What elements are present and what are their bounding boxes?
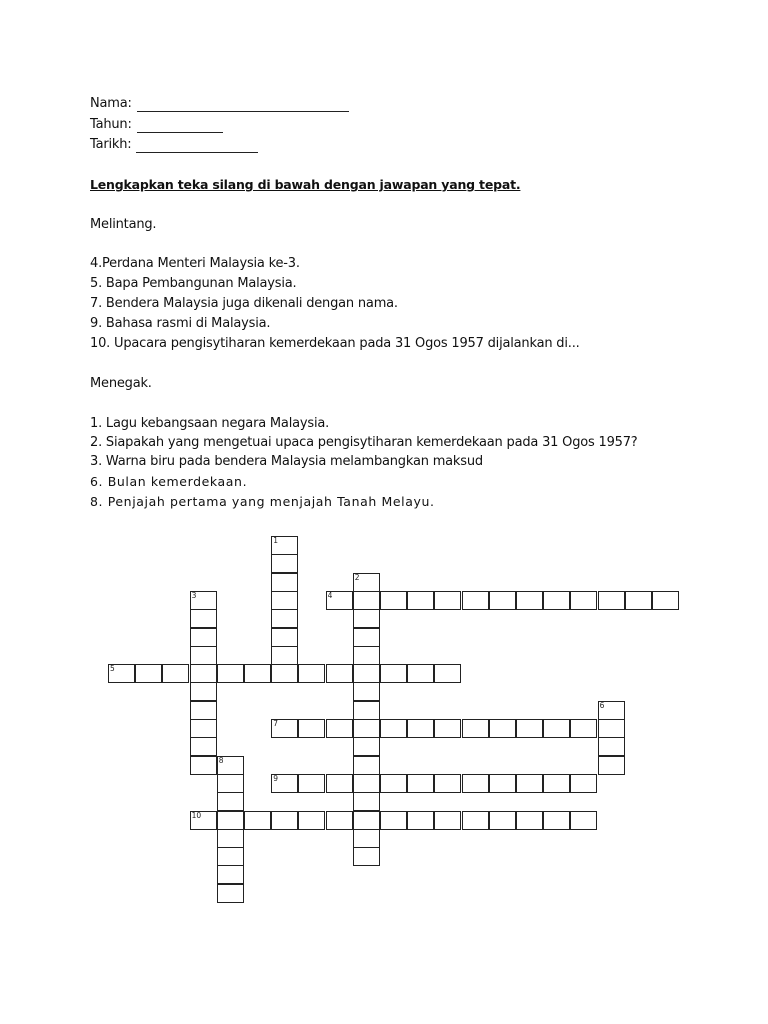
crossword-cell[interactable] xyxy=(217,847,244,866)
crossword-cell[interactable] xyxy=(244,811,271,830)
crossword-cell[interactable] xyxy=(543,719,570,738)
crossword-cell[interactable] xyxy=(462,811,489,830)
clue-number-9: 9 xyxy=(273,773,278,783)
crossword-cell[interactable] xyxy=(570,719,597,738)
crossword-cell[interactable] xyxy=(190,701,217,720)
across-clue-7: 7. Bendera Malaysia juga dikenali dengan nama. xyxy=(90,296,398,311)
crossword-cell[interactable] xyxy=(190,591,217,610)
crossword-cell[interactable] xyxy=(353,701,380,720)
crossword-cell[interactable] xyxy=(353,682,380,701)
crossword-cell[interactable] xyxy=(190,719,217,738)
crossword-cell[interactable] xyxy=(271,609,298,628)
crossword-cell[interactable] xyxy=(217,756,244,775)
crossword-cell[interactable] xyxy=(625,591,652,610)
crossword-cell[interactable] xyxy=(190,756,217,775)
crossword-cell[interactable] xyxy=(108,664,135,683)
crossword-cell[interactable] xyxy=(434,591,461,610)
down-heading: Menegak. xyxy=(90,376,152,391)
crossword-cell[interactable] xyxy=(407,591,434,610)
crossword-cell[interactable] xyxy=(516,774,543,793)
crossword-cell[interactable] xyxy=(570,591,597,610)
crossword-cell[interactable] xyxy=(353,719,380,738)
down-clue-8: 8. Penjajah pertama yang menjajah Tanah Melayu. xyxy=(90,494,435,509)
clue-number-6: 6 xyxy=(599,700,605,710)
crossword-cell[interactable] xyxy=(434,811,461,830)
crossword-cell[interactable] xyxy=(271,719,298,738)
crossword-cell[interactable] xyxy=(516,719,543,738)
clue-number-7: 7 xyxy=(273,719,278,728)
crossword-cell[interactable] xyxy=(353,737,380,756)
crossword-cell[interactable] xyxy=(162,664,189,683)
crossword-cell[interactable] xyxy=(489,591,516,610)
crossword-cell[interactable] xyxy=(190,737,217,756)
crossword-cell[interactable] xyxy=(353,829,380,848)
clue-number-2: 2 xyxy=(354,572,360,582)
crossword-cell[interactable] xyxy=(135,664,162,683)
crossword-cell[interactable] xyxy=(298,811,325,830)
crossword-cell[interactable] xyxy=(598,701,625,720)
crossword-cell[interactable] xyxy=(271,664,298,683)
crossword-cell[interactable] xyxy=(462,591,489,610)
crossword-cell[interactable] xyxy=(570,811,597,830)
crossword-cell[interactable] xyxy=(271,573,298,592)
down-clue-2: 2. Siapakah yang mengetuai upaca pengisytiharan kemerdekaan pada 31 Ogos 1957? xyxy=(90,435,638,450)
across-clue-10: 10. Upacara pengisytiharan kemerdekaan pada 31 Ogos 1957 dijalankan di... xyxy=(90,336,580,351)
crossword-cell[interactable] xyxy=(434,774,461,793)
crossword-cell[interactable] xyxy=(407,664,434,683)
down-clue-6: 6. Bulan kemerdekaan. xyxy=(90,474,248,489)
crossword-cell[interactable] xyxy=(598,591,625,610)
crossword-cell[interactable] xyxy=(190,646,217,665)
clue-number-4: 4 xyxy=(327,590,333,600)
crossword-cell[interactable] xyxy=(353,646,380,665)
crossword-cell[interactable] xyxy=(326,664,353,683)
crossword-cell[interactable] xyxy=(271,628,298,647)
crossword-cell[interactable] xyxy=(326,774,353,793)
crossword-cell[interactable] xyxy=(353,573,380,592)
across-clue-5: 5. Bapa Pembangunan Malaysia. xyxy=(90,276,297,291)
crossword-cell[interactable] xyxy=(516,811,543,830)
crossword-cell[interactable] xyxy=(190,682,217,701)
crossword-cell[interactable] xyxy=(190,811,217,830)
crossword-cell[interactable] xyxy=(380,774,407,793)
crossword-cell[interactable] xyxy=(598,737,625,756)
crossword-cell[interactable] xyxy=(652,591,679,610)
crossword-cell[interactable] xyxy=(407,811,434,830)
crossword-cell[interactable] xyxy=(380,664,407,683)
clue-number-3: 3 xyxy=(191,590,197,600)
crossword-cell[interactable] xyxy=(598,756,625,775)
crossword-cell[interactable] xyxy=(543,811,570,830)
crossword-cell[interactable] xyxy=(217,792,244,811)
crossword-cell[interactable] xyxy=(353,591,380,610)
crossword-cell[interactable] xyxy=(217,865,244,884)
crossword-cell[interactable] xyxy=(217,774,244,793)
crossword-cell[interactable] xyxy=(516,591,543,610)
crossword-cell[interactable] xyxy=(353,756,380,775)
clue-number-5: 5 xyxy=(110,664,115,674)
crossword-cell[interactable] xyxy=(217,664,244,683)
crossword-cell[interactable] xyxy=(598,719,625,738)
clue-number-8: 8 xyxy=(218,755,224,765)
crossword-cell[interactable] xyxy=(217,884,244,903)
crossword-cell[interactable] xyxy=(190,609,217,628)
crossword-cell[interactable] xyxy=(462,719,489,738)
crossword-cell[interactable] xyxy=(353,609,380,628)
clue-number-10: 10 xyxy=(191,810,202,820)
crossword-cell[interactable] xyxy=(434,719,461,738)
nama-label: Nama: xyxy=(90,96,132,111)
crossword-cell[interactable] xyxy=(353,664,380,683)
crossword-cell[interactable] xyxy=(217,811,244,830)
crossword-cell[interactable] xyxy=(326,811,353,830)
down-clue-3: 3. Warna biru pada bendera Malaysia melambangkan maksud xyxy=(90,454,483,469)
across-clue-4: 4.Perdana Menteri Malaysia ke-3. xyxy=(90,256,300,271)
crossword-cell[interactable] xyxy=(271,554,298,573)
crossword-cell[interactable] xyxy=(244,664,271,683)
crossword-cell[interactable] xyxy=(353,847,380,866)
crossword-cell[interactable] xyxy=(543,774,570,793)
crossword-cell[interactable] xyxy=(434,664,461,683)
down-clue-1: 1. Lagu kebangsaan negara Malaysia. xyxy=(90,416,330,431)
crossword-cell[interactable] xyxy=(353,774,380,793)
crossword-cell[interactable] xyxy=(271,774,298,793)
crossword-cell[interactable] xyxy=(271,646,298,665)
crossword-cell[interactable] xyxy=(353,628,380,647)
crossword-cell[interactable] xyxy=(326,591,353,610)
instruction: Lengkapkan teka silang di bawah dengan jawapan yang tepat. xyxy=(90,177,521,192)
crossword-cell[interactable] xyxy=(190,664,217,683)
tahun-label: Tahun: xyxy=(90,117,132,132)
crossword-cell[interactable] xyxy=(271,536,298,555)
tarikh-label: Tarikh: xyxy=(90,137,132,152)
crossword-cell[interactable] xyxy=(543,591,570,610)
crossword-cell[interactable] xyxy=(489,774,516,793)
crossword-cell[interactable] xyxy=(271,811,298,830)
crossword-cell[interactable] xyxy=(462,774,489,793)
crossword-cell[interactable] xyxy=(353,792,380,811)
crossword-cell[interactable] xyxy=(380,811,407,830)
crossword-cell[interactable] xyxy=(380,591,407,610)
crossword-cell[interactable] xyxy=(407,774,434,793)
across-heading: Melintang. xyxy=(90,217,157,232)
crossword-cell[interactable] xyxy=(353,811,380,830)
crossword-cell[interactable] xyxy=(570,774,597,793)
crossword-cell[interactable] xyxy=(489,811,516,830)
crossword-cell[interactable] xyxy=(298,774,325,793)
crossword-cell[interactable] xyxy=(298,719,325,738)
crossword-cell[interactable] xyxy=(271,591,298,610)
across-clue-9: 9. Bahasa rasmi di Malaysia. xyxy=(90,316,271,331)
crossword-cell[interactable] xyxy=(217,829,244,848)
crossword-cell[interactable] xyxy=(298,664,325,683)
crossword-cell[interactable] xyxy=(380,719,407,738)
crossword-cell[interactable] xyxy=(190,628,217,647)
crossword-cell[interactable] xyxy=(489,719,516,738)
crossword-cell[interactable] xyxy=(326,719,353,738)
clue-number-1: 1 xyxy=(273,536,278,545)
crossword-cell[interactable] xyxy=(407,719,434,738)
